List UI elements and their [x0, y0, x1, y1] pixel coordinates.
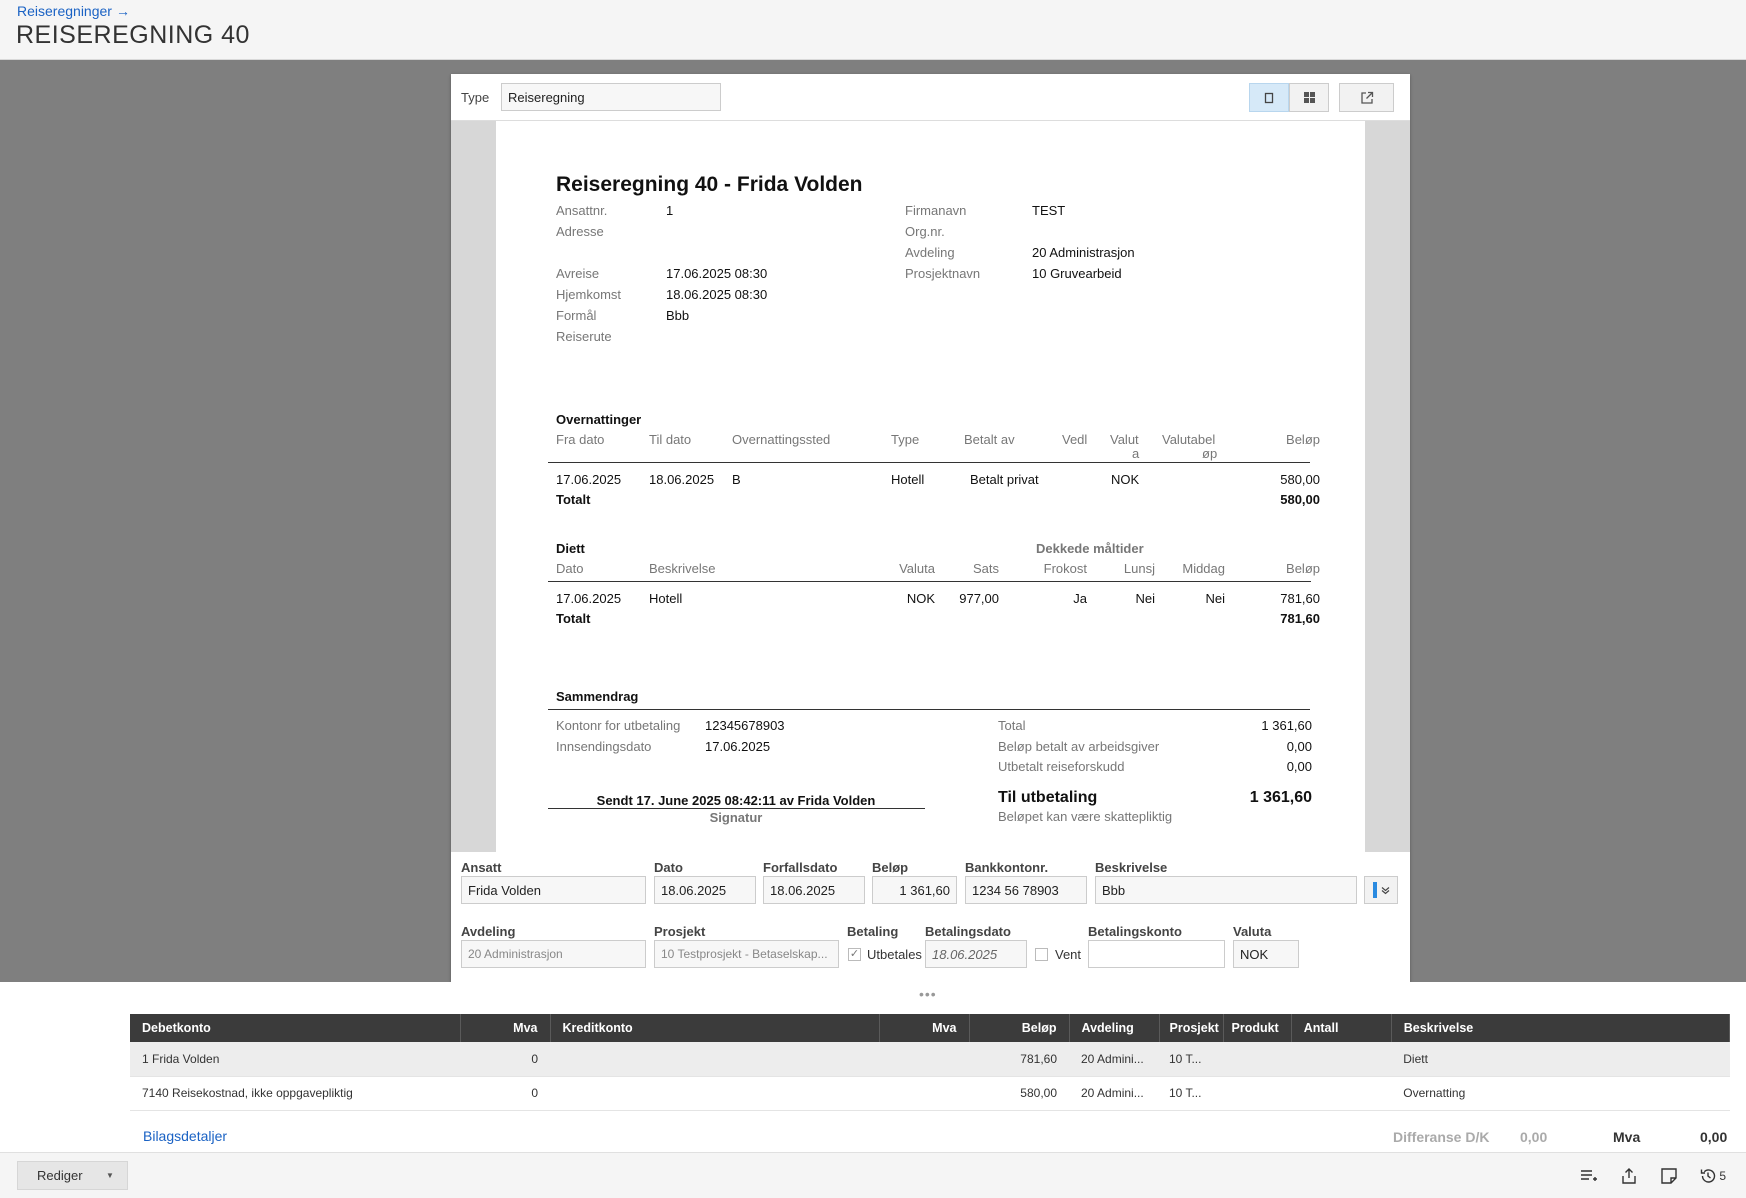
arrow-right-icon: → [115, 3, 130, 19]
signature-label: Signatur [709, 810, 763, 825]
bankkonto-field[interactable]: 1234 56 78903 [965, 876, 1087, 904]
single-page-view-button[interactable] [1249, 83, 1289, 112]
column-header: Middag [1182, 561, 1225, 576]
total-value: 781,60 [1280, 611, 1320, 626]
voucher-form [451, 852, 1410, 982]
cell-produkt [1223, 1076, 1291, 1110]
cell-mva: 0 [460, 1076, 550, 1110]
column-header-avdeling[interactable]: Avdeling [1069, 1014, 1159, 1042]
field-label: Avdeling [905, 245, 955, 260]
cell: 781,60 [1280, 591, 1320, 606]
field-value: 17.06.2025 08:30 [666, 266, 768, 281]
mva-total-label: Mva [1613, 1129, 1641, 1145]
cell-kreditkonto [550, 1076, 879, 1110]
column-header: Overnattingssted [732, 432, 831, 447]
column-header: Valutabel [1162, 432, 1216, 447]
section-title-overnight: Overnattinger [556, 412, 642, 427]
field-label: Formål [556, 308, 597, 323]
column-header: Beløp [1286, 561, 1320, 576]
valuta-label: Valuta [1233, 924, 1272, 939]
field-value: 12345678903 [705, 718, 785, 733]
bankkonto-label: Bankkontonr. [965, 860, 1049, 875]
beskrivelse-field[interactable]: Bbb [1095, 876, 1357, 904]
history-icon[interactable] [1699, 1166, 1726, 1186]
cell: 17.06.2025 [556, 472, 622, 487]
column-header: Beskrivelse [649, 561, 716, 576]
open-external-button[interactable] [1339, 83, 1394, 112]
cell-debetkonto: 7140 Reisekostnad, ikke oppgavepliktig [130, 1076, 460, 1110]
chevron-double-down-icon [1381, 886, 1390, 895]
cell: 17.06.2025 [556, 591, 622, 606]
cell-beskrivelse: Diett [1391, 1042, 1729, 1076]
utbetales-checkbox[interactable]: ✓ [849, 948, 860, 960]
document-title: Reiseregning 40 - Frida Volden [556, 173, 863, 196]
preview-toolbar [451, 74, 1410, 121]
column-header: øp [1202, 446, 1218, 461]
avdeling-field[interactable]: 20 Administrasjon [461, 940, 646, 968]
mva-total-value: 0,00 [1700, 1129, 1728, 1145]
page-title: REISEREGNING 40 [16, 21, 250, 49]
column-header-antall[interactable]: Antall [1291, 1014, 1391, 1042]
cell: Hotell [649, 591, 683, 606]
cell-prosjekt: 10 T... [1159, 1076, 1223, 1110]
rediger-button[interactable] [17, 1161, 128, 1190]
field-label: Adresse [556, 224, 604, 239]
field-value: 10 Gruvearbeid [1032, 266, 1122, 281]
column-header: Betalt av [964, 432, 1015, 447]
cell-produkt [1223, 1042, 1291, 1076]
field-value: 18.06.2025 08:30 [666, 287, 768, 302]
divider [548, 709, 1310, 710]
payout-value: 1 361,60 [1249, 789, 1312, 806]
cell: Nei [1135, 591, 1155, 606]
column-header-produkt[interactable]: Produkt [1223, 1014, 1291, 1042]
field-label: Avreise [556, 266, 600, 281]
payout-label: Til utbetaling [998, 789, 1098, 806]
prosjekt-field[interactable]: 10 Testprosjekt - Betaselskap... [654, 940, 839, 968]
betalingskonto-label: Betalingskonto [1088, 924, 1182, 939]
cell-avdeling: 20 Admini... [1069, 1076, 1159, 1110]
cursor-bar-icon [1373, 882, 1377, 898]
column-header-mva[interactable]: Mva [879, 1014, 969, 1042]
column-header-prosjekt[interactable]: Prosjekt [1159, 1014, 1223, 1042]
total-label: Totalt [556, 492, 591, 507]
cell: NOK [1111, 472, 1140, 487]
caret-down-icon[interactable]: ▼ [106, 1171, 114, 1180]
column-header: Valut [1110, 432, 1139, 447]
table-row[interactable] [130, 1042, 1730, 1076]
cell-antall [1291, 1042, 1391, 1076]
external-link-icon [1360, 91, 1374, 105]
field-label: Beløp betalt av arbeidsgiver [998, 739, 1160, 754]
column-header-mva[interactable]: Mva [460, 1014, 550, 1042]
field-value: 1 [666, 203, 674, 218]
app-header [0, 0, 1746, 60]
single-page-icon [1263, 92, 1275, 104]
field-value: 1 361,60 [1261, 718, 1312, 733]
breadcrumb[interactable] [17, 3, 130, 19]
field-label: Utbetalt reiseforskudd [998, 759, 1125, 774]
cell: 977,00 [959, 591, 999, 606]
tax-note: Beløpet kan være skattepliktig [998, 809, 1173, 824]
cell: 18.06.2025 [649, 472, 715, 487]
cell-kreditkonto [550, 1042, 879, 1076]
column-header: Fra dato [556, 432, 605, 447]
ansatt-label: Ansatt [461, 860, 502, 875]
cell-belop: 781,60 [969, 1042, 1069, 1076]
cell: 580,00 [1280, 472, 1320, 487]
betalingsdato-field[interactable]: 18.06.2025 [925, 940, 1027, 968]
grid-view-button[interactable] [1289, 83, 1329, 112]
cell-beskrivelse: Overnatting [1391, 1076, 1729, 1110]
column-header: Sats [972, 561, 999, 576]
cell-antall [1291, 1076, 1391, 1110]
avdeling-label: Avdeling [461, 924, 516, 939]
share-icon[interactable] [1619, 1166, 1639, 1186]
field-label: Firmanavn [905, 203, 967, 218]
column-header-belop[interactable]: Beløp [969, 1014, 1069, 1042]
group-header-meals: Dekkede måltider [1036, 541, 1144, 556]
field-label: Prosjektnavn [905, 266, 981, 281]
dato-label: Dato [654, 860, 683, 875]
prosjekt-label: Prosjekt [654, 924, 706, 939]
field-label: Hjemkomst [556, 287, 622, 302]
document-preview-panel [451, 74, 1410, 982]
bilagsdetaljer-link[interactable]: Bilagsdetaljer [143, 1128, 228, 1144]
vent-label: Vent [1055, 947, 1082, 962]
belop-field[interactable]: 1 361,60 [872, 876, 957, 904]
utbetales-label: Utbetales [867, 947, 922, 962]
section-title-diett: Diett [556, 541, 585, 556]
column-header: Valuta [899, 561, 935, 576]
ledger-table [130, 1014, 1730, 1111]
total-label: Totalt [556, 611, 591, 626]
column-header: Beløp [1286, 432, 1320, 447]
note-icon[interactable] [1659, 1166, 1679, 1186]
column-header: Vedl [1062, 432, 1088, 447]
cell: NOK [906, 591, 935, 606]
view-toggle [1249, 83, 1329, 112]
cell-prosjekt: 10 T... [1159, 1042, 1223, 1076]
action-footer [0, 1152, 1746, 1198]
cell-mva [879, 1042, 969, 1076]
table-row[interactable] [130, 1076, 1730, 1110]
field-label: Kontonr for utbetaling [556, 718, 681, 733]
cell-belop: 580,00 [969, 1076, 1069, 1110]
dato-field[interactable]: 18.06.2025 [654, 876, 756, 904]
vent-checkbox[interactable] [1035, 948, 1048, 961]
betalingsdato-label: Betalingsdato [925, 924, 1011, 939]
column-header: a [1132, 446, 1140, 461]
cell: Nei [1205, 591, 1225, 606]
field-value: 0,00 [1286, 759, 1312, 774]
forfallsdato-field[interactable]: 18.06.2025 [763, 876, 865, 904]
cell-mva: 0 [460, 1042, 550, 1076]
document-viewer[interactable] [451, 121, 1410, 852]
column-header: Lunsj [1123, 561, 1155, 576]
field-label: Reiserute [556, 329, 612, 344]
field-label: Innsendingsdato [556, 739, 652, 754]
field-label: Org.nr. [905, 224, 945, 239]
column-header-beskrivelse[interactable]: Beskrivelse [1391, 1014, 1729, 1042]
cell: Betalt privat [970, 472, 1039, 487]
column-header: Frokost [1043, 561, 1087, 576]
field-value: 20 Administrasjon [1032, 245, 1135, 260]
differanse-value: 0,00 [1520, 1129, 1548, 1145]
valuta-field[interactable]: NOK [1233, 940, 1299, 968]
field-value: Bbb [666, 308, 690, 323]
differanse-label: Differanse D/K [1393, 1129, 1490, 1145]
column-header-kreditkonto[interactable]: Kreditkonto [550, 1014, 879, 1042]
ansatt-field[interactable]: Frida Volden [461, 876, 646, 904]
column-header: Til dato [649, 432, 692, 447]
cell: Ja [1073, 591, 1087, 606]
column-header-debetkonto[interactable]: Debetkonto [130, 1014, 460, 1042]
divider [548, 581, 1311, 582]
betalingskonto-field[interactable] [1088, 940, 1225, 968]
breadcrumb-label[interactable]: Reiseregninger [17, 3, 112, 19]
rediger-label: Rediger [37, 1168, 83, 1183]
document-page [496, 121, 1365, 852]
field-value: 0,00 [1286, 739, 1312, 754]
divider [548, 462, 1310, 463]
field-label: Total [998, 718, 1026, 733]
section-title-summary: Sammendrag [556, 689, 639, 704]
column-header: Dato [556, 561, 584, 576]
sent-stamp: Sendt 17. June 2025 08:42:11 av Frida Volden [596, 793, 876, 808]
list-add-icon[interactable] [1579, 1166, 1599, 1186]
belop-label: Beløp [872, 860, 909, 875]
field-value: 17.06.2025 [705, 739, 771, 754]
cell: B [732, 472, 741, 487]
type-label: Type [461, 90, 490, 105]
cell-debetkonto: 1 Frida Volden [130, 1042, 460, 1076]
betaling-label: Betaling [847, 924, 899, 939]
field-label: Ansattnr. [556, 203, 608, 218]
total-value: 580,00 [1280, 492, 1320, 507]
cell: Hotell [891, 472, 925, 487]
history-count: 5 [1719, 1169, 1726, 1183]
cell-avdeling: 20 Admini... [1069, 1042, 1159, 1076]
signature-line [548, 808, 925, 809]
resize-handle[interactable]: ••• [919, 986, 937, 1002]
expand-button[interactable] [1364, 876, 1398, 904]
cell-mva [879, 1076, 969, 1110]
beskrivelse-label: Beskrivelse [1095, 860, 1168, 875]
footer-icons [1579, 1166, 1726, 1186]
forfallsdato-label: Forfallsdato [763, 860, 838, 875]
field-value: TEST [1032, 203, 1066, 218]
grid-icon [1303, 91, 1316, 104]
column-header: Type [891, 432, 920, 447]
type-select[interactable]: Reiseregning [501, 83, 721, 111]
